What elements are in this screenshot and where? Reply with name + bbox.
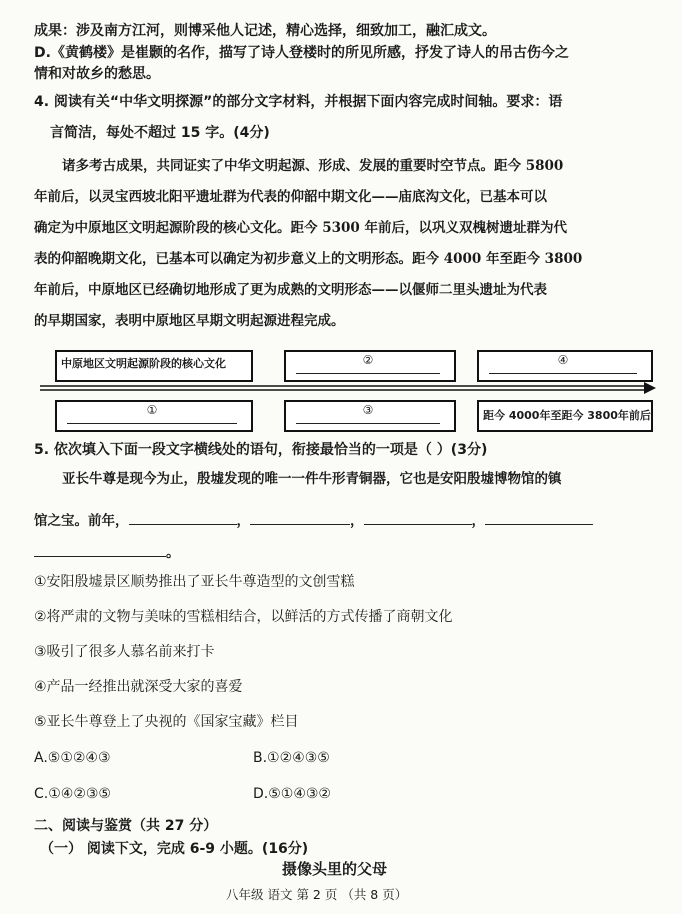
question-5-passage-line3 [34,542,180,562]
timeline-arrow-icon [644,382,656,394]
marker-3: ③ [362,403,374,417]
marker-4: ④ [557,353,569,367]
blank-1[interactable] [129,510,237,525]
choice-d[interactable]: D.⑤①④③② [253,786,331,802]
option-d-line1: D.《黄鹤楼》是崔颢的名作，描写了诗人登楼时的所见所感，抒发了诗人的吊古伤今之 [34,45,569,61]
passage-line2: 年前后，以灵宝西坡北阳平遗址群为代表的仰韶中期文化——庙底沟文化，已基本可以 [34,189,547,205]
choice-c[interactable]: C.①④②③⑤ [34,786,111,802]
timeline-box-bottom-right [477,400,653,432]
comma: ， [350,513,364,529]
passage-line6: 的早期国家，表明中原地区早期文明起源进程完成。 [34,313,345,329]
period: 。 [166,545,180,561]
timeline-box-2 [284,350,456,382]
prev-answer-line: 成果：涉及南方江河，则博采他人记述，精心选择，细致加工，融汇成文。 [34,23,496,39]
blank-5[interactable] [34,542,166,557]
timeline-box-top-left [55,350,253,382]
comma: ， [471,513,485,529]
passage-text: 馆之宝。前年， [34,513,129,529]
article-title: 摄像头里的父母 [282,860,388,878]
question-4-line1: 4. 阅读有关“中华文明探源”的部分文字材料，并根据下面内容完成时间轴。要求：语 [34,94,563,110]
blank-2[interactable] [250,510,350,525]
option-d-line2: 情和对故乡的愁思。 [34,66,160,82]
question-4-line2: 言简洁，每处不超过 15 字。(4分) [50,125,270,141]
passage-line1: 诸多考古成果，共同证实了中华文明起源、形成、发展的重要时空节点。距今 5800 [62,158,564,174]
option-1: ①安阳殷墟景区顺势推出了亚长牛尊造型的文创雪糕 [34,574,355,590]
page-footer: 八年级 语文 第 2 页 （共 8 页） [226,887,408,902]
timeline-axis [40,381,660,395]
timeline-box-4 [477,350,653,382]
passage-line3: 确定为中原地区文明起源阶段的核心文化。距今 5300 年前后，以巩义双槐树遗址群为代 [34,220,567,236]
timeline-label-4000: 距今 4000年至距今 3800年前后 [483,409,651,422]
blank-4[interactable] [485,510,593,525]
subsection-1-heading: （一） 阅读下文，完成 6-9 小题。(16分) [40,841,309,857]
question-5-passage-line1: 亚长牛尊是现今为止，殷墟发现的唯一一件牛形青铜器，它也是安阳殷墟博物馆的镇 [62,471,562,487]
choice-b[interactable]: B.①②④③⑤ [253,750,330,766]
option-4: ④产品一经推出就深受大家的喜爱 [34,679,243,695]
timeline-label-core-culture: 中原地区文明起源阶段的核心文化 [61,357,226,370]
marker-2: ② [362,353,374,367]
question-5: 5. 依次填入下面一段文字横线处的语句，衔接最恰当的一项是（ ）(3分) [34,442,488,458]
passage-line5: 年前后，中原地区已经确切地形成了更为成熟的文明形态——以偃师二里头遗址为代表 [34,282,547,298]
comma: ， [236,513,250,529]
marker-1: ① [146,403,158,417]
timeline-box-3 [284,400,456,432]
question-5-passage-line2 [34,510,593,530]
option-5: ⑤亚长牛尊登上了央视的《国家宝藏》栏目 [34,714,299,730]
option-2: ②将严肃的文物与美味的雪糕相结合，以鲜活的方式传播了商朝文化 [34,609,453,625]
passage-line4: 表的仰韶晚期文化，已基本可以确定为初步意义上的文明形态。距今 4000 年至距今 3800 [34,251,583,267]
choice-a[interactable]: A.⑤①②④③ [34,750,111,766]
blank-3[interactable] [364,510,472,525]
timeline-box-1 [55,400,253,432]
section-2-heading: 二、阅读与鉴赏（共 27 分） [34,818,218,834]
option-3: ③吸引了很多人慕名前来打卡 [34,644,215,660]
